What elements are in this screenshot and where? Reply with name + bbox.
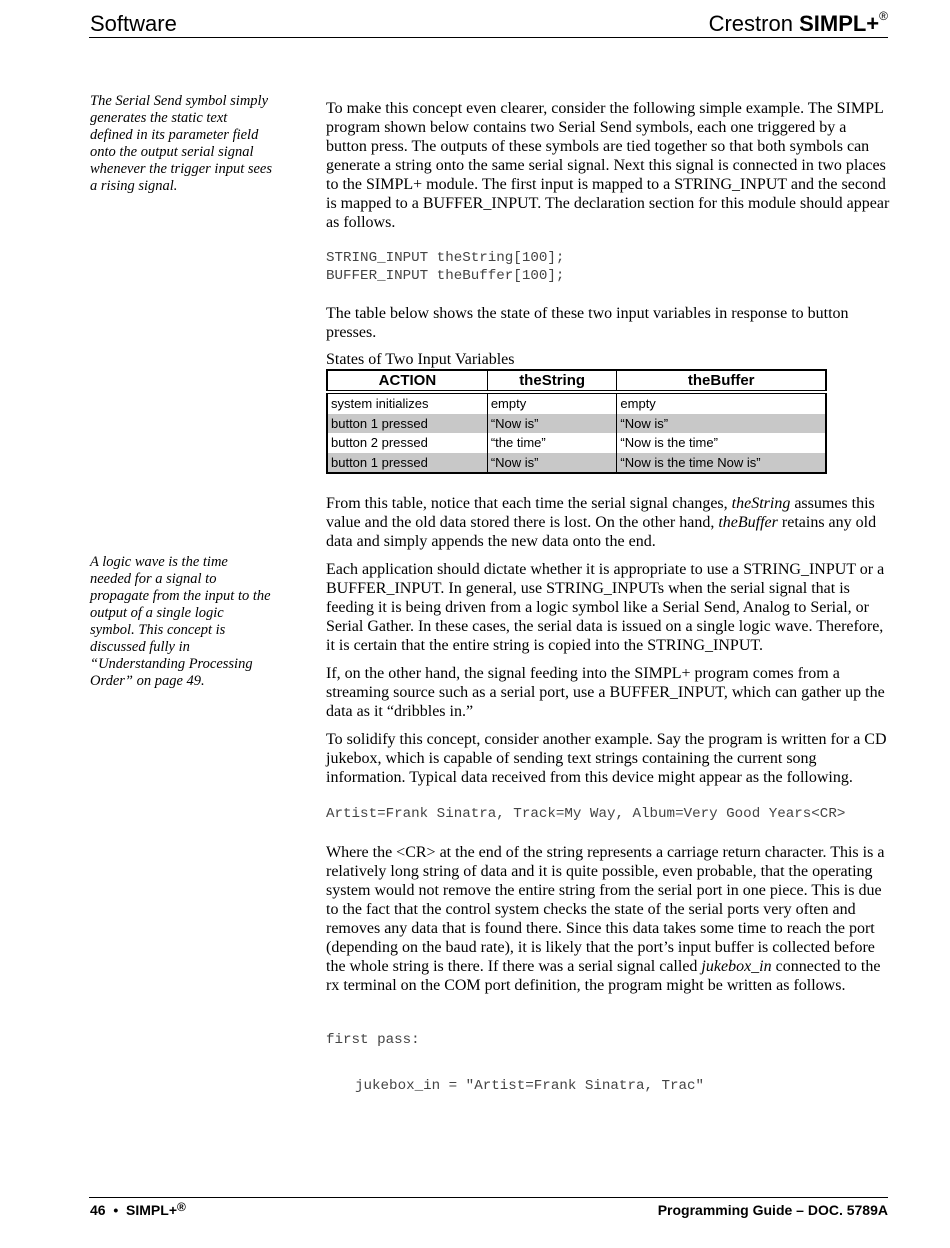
code-example-string: Artist=Frank Sinatra, Track=My Way, Album=Very Good Years<CR> [326,806,846,822]
footer-page-info [90,1202,186,1218]
table-cell-action: button 1 pressed [327,414,487,434]
footer-rule [89,1197,888,1198]
paragraph-table-explanation [326,494,891,551]
table-cell-thebuffer: “Now is the time” [617,433,826,453]
table-header-thestring: theString [487,370,617,392]
table-header-action: ACTION [327,370,487,392]
paragraph-intro-text: To make this concept even clearer, consider the following simple example. The SIMPL program shown below contains two Serial Send symbols, each one triggered by a button press. The outputs of these symbols are tied together so that both symbols can generate a string onto the same serial signal. Next this signal is connected in two places to the SIMPL+ module. The first input is mapped to a STRING_INPUT and the second is mapped to a BUFFER_INPUT. The declaration section for this module should appear as follows. [326,100,890,231]
sidenote-serial-send: The Serial Send symbol simply generates the static text defined in its parameter field onto the output serial signal whenever the trigger input sees a rising signal. [90,93,273,194]
table-row [327,433,826,453]
table-row [327,392,826,414]
code-first-pass-label: first pass: [326,1032,420,1048]
code-line-string-input: STRING_INPUT theString[100]; [326,250,565,266]
paragraph-streaming [326,664,891,721]
table-cell-action: system initializes [327,392,487,414]
code-line-buffer-input: BUFFER_INPUT theBuffer[100]; [326,268,565,284]
footer-page-number: 46 [90,1202,106,1218]
paragraph-intro [326,99,891,232]
table-cell-thestring: “Now is” [487,414,617,434]
paragraph-application-text: Each application should dictate whether it is appropriate to use a STRING_INPUT or a BUFFER_INPUT. In general, use STRING_INPUTs when the serial signal that is feeding it is being driven from a logic symbol like a Serial Send, Analog to Serial, or Serial Gather. In these cases, the serial data is issued on a single logic wave. Therefore, it is certain that the entire string is copied into the STRING_INPUT. [326,561,885,654]
table-row [327,414,826,434]
paragraph-carriage-return [326,843,891,995]
text-run: assumes this value and the old data stored there is lost. On the other hand, [326,495,875,531]
table-cell-thebuffer: empty [617,392,826,414]
footer-bullet: • [113,1202,119,1218]
states-table [326,369,827,474]
table-cell-action: button 2 pressed [327,433,487,453]
footer-registered-mark: ® [177,1200,186,1214]
paragraph-application [326,560,891,655]
table-cell-thestring: empty [487,392,617,414]
table-row [327,453,826,474]
text-run: From this table, notice that each time the serial signal changes, [326,495,732,512]
header-registered-mark: ® [879,9,888,23]
text-run-italic-thebuffer: theBuffer [718,514,778,531]
text-run: Where the <CR> at the end of the string represents a carriage return character. This is a relatively long string of data and it is quite possible, even probable, that the operating system would not remove the entire string from the serial port in one piece. This is due to the fact that the control system checks the state of the serial ports very often and removes any data that is found there. Since this data takes some time to reach the port (depending on the baud rate), it is likely that the port’s input buffer is collected before the whole string is there. If there was a serial signal called [326,844,885,975]
header-brand: Crestron [708,11,800,36]
table-cell-action: button 1 pressed [327,453,487,474]
text-run: retains any old data and simply appends the new data onto the end. [326,514,877,550]
code-first-pass-line: jukebox_in = "Artist=Frank Sinatra, Trac" [355,1078,705,1094]
footer-product: SIMPL+ [126,1202,178,1218]
footer-doc-title: Programming Guide – DOC. 5789A [657,1202,888,1218]
paragraph-table-explanation-text [326,494,891,551]
paragraph-carriage-return-text [326,843,891,995]
table-header-thebuffer: theBuffer [617,370,826,392]
table-cell-thebuffer: “Now is” [617,414,826,434]
table-cell-thebuffer: “Now is the time Now is” [617,453,826,474]
paragraph-streaming-text: If, on the other hand, the signal feeding into the SIMPL+ program comes from a streaming source such as a serial port, use a BUFFER_INPUT, which can gather up the data as it “dribbles in.” [326,665,885,720]
header-rule [89,37,888,38]
paragraph-table-intro-text: The table below shows the state of these two input variables in response to button presses. [326,305,849,341]
paragraph-jukebox-text: To solidify this concept, consider another example. Say the program is written for a CD jukebox, which is capable of sending text strings containing the current song information. Typical data received from this device might appear as the following. [326,731,887,786]
table-header-row [327,370,826,392]
sidenote-logic-wave: A logic wave is the time needed for a signal to propagate from the input to the output of a single logic symbol. This concept is discussed fully in “Understanding Processing Order” on page 49. [90,554,271,689]
header-section-title: Software [90,11,177,36]
header-product: SIMPL+ [799,11,880,36]
header-product-title [709,11,888,37]
text-run-italic-thestring: theString [731,495,791,512]
table-cell-thestring: “Now is” [487,453,617,474]
text-run-italic-jukebox-in: jukebox_in [701,958,772,975]
code-declaration [326,249,564,285]
paragraph-table-intro [326,304,891,342]
paragraph-jukebox [326,730,891,787]
table-cell-thestring: “the time” [487,433,617,453]
text-run: connected to the rx terminal on the COM port definition, the program might be written as follows. [326,958,881,994]
table-caption: States of Two Input Variables [326,351,515,368]
